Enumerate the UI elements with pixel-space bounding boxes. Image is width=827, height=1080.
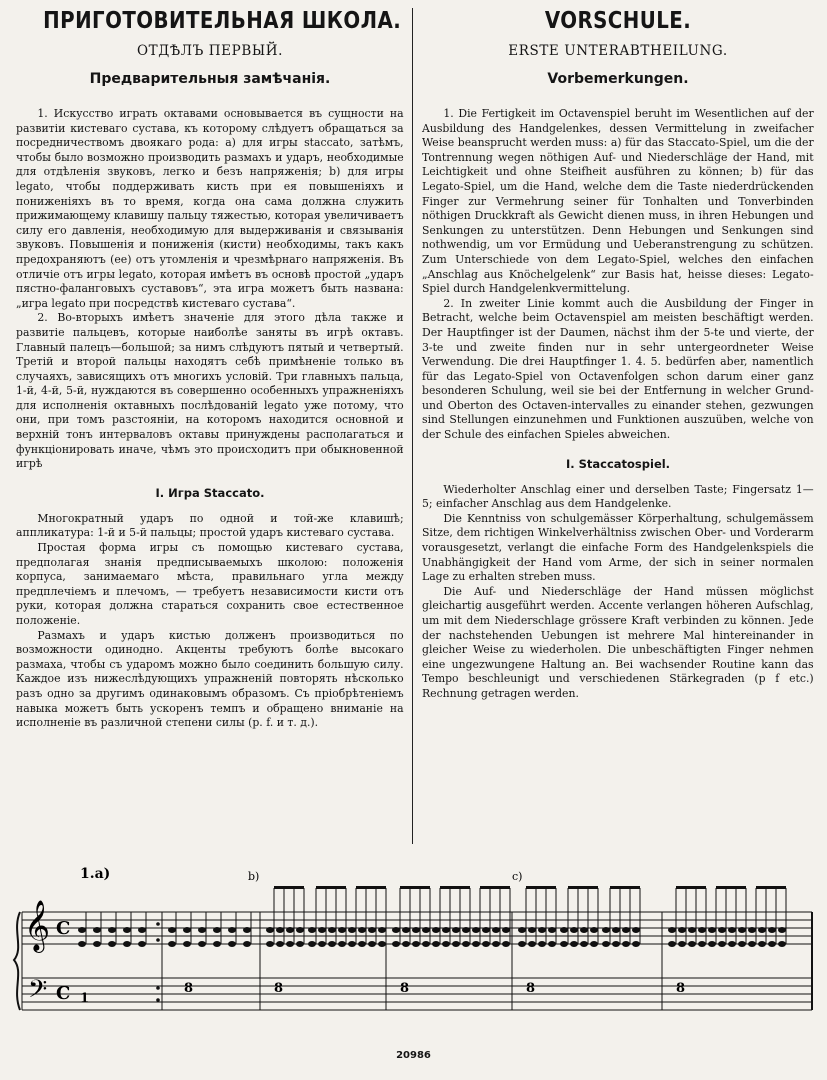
column-divider	[412, 8, 413, 844]
note-head	[492, 927, 500, 933]
note-head	[698, 927, 706, 933]
note-head	[402, 927, 410, 933]
note-head	[622, 941, 630, 947]
note-head	[392, 941, 400, 947]
note-head	[768, 941, 776, 947]
note-head	[78, 941, 86, 947]
note-head	[580, 927, 588, 933]
left-paragraph-1: 1. Искусство играть октавами основывается въ сущности на развитіи кистеваго сустава, къ которому слѣдуетъ обращаться за посредничествомъ двоякаго рода: а) для игры staccato, затѣмъ, чтобы было возможно производить размахъ и ударъ, необходимые для отдѣленія звуковъ, легко и безъ напряженія; b) для игры legato, чтобы поддерживать кисть при ея повышеніяхъ и пониженіяхъ въ то время, когда она сама должна служить прижимающему клавишу пальцу тяжестью, которая увеличиваетъ силу его давленія, необходимую для выдерживанія и связыванія звуковъ. Повышенія и пониженія (кисти) необходимы, такъ какъ предохраняютъ (ее) отъ утомленія и чрезмѣрнаго напряженія. Въ отличіе отъ игры legato, которая имѣетъ въ основѣ простой „ударъ пястно-фаланговыхъ суставовъ“, эта игра можетъ быть названа: „игра legato при посредствѣ кистеваго сустава“.	[16, 107, 404, 310]
repeat-dot	[156, 998, 160, 1002]
note-head	[93, 927, 101, 933]
bass-number-6: 8	[676, 981, 686, 996]
note-head	[338, 941, 346, 947]
note-head	[758, 941, 766, 947]
left-section-paragraph-2: Простая форма игры съ помощью кистеваго сустава, предполагая знанія предписываемыхъ школою: положенія корпуса, занимаемаго мѣста, правильнаго угла между предплечіемъ и плечомъ, — требуетъ независимости кисти отъ руки, которая должна стараться сохранить свое естественное положеніе.	[16, 541, 404, 627]
note-head	[518, 941, 526, 947]
note-head	[452, 941, 460, 947]
note-head	[108, 927, 116, 933]
note-head	[422, 941, 430, 947]
right-subtitle: ERSTE UNTERABTHEILUNG.	[508, 43, 728, 59]
bass-time-signature: C	[56, 983, 71, 1004]
note-head	[748, 927, 756, 933]
left-section-paragraph-3: Размахъ и ударъ кистью долженъ производиться по возможности одинодно. Акценты требуютъ болѣе высокаго размаха, чтобы съ ударомъ можно было соединить большую силу. Каждое изъ нижеслѣдующихъ упражненій повторять нѣсколько разъ одно за другимъ одинаковымъ образомъ. Съ пріобрѣтеніемъ навыка можетъ быть ускоренъ темпъ и обращено вниманіе на исполненіе въ различной степени силы (p. f. и т. д.).	[16, 628, 404, 730]
note-head	[243, 927, 251, 933]
left-subtitle: ОТДѢЛЪ ПЕРВЫЙ.	[137, 43, 283, 59]
exercise-label-b: b)	[248, 870, 260, 883]
note-head	[462, 927, 470, 933]
note-head	[758, 927, 766, 933]
note-head	[688, 941, 696, 947]
note-head	[138, 927, 146, 933]
note-head	[168, 941, 176, 947]
brace-icon	[14, 912, 20, 1010]
note-head	[328, 927, 336, 933]
bass-number-2: 8	[184, 981, 194, 996]
note-head	[442, 927, 450, 933]
note-head	[570, 927, 578, 933]
right-section-paragraph-1: Wiederholter Anschlag einer und derselben Taste; Fingersatz 1—5; einfacher Anschlag aus dem Handgelenke.	[422, 482, 814, 511]
note-head	[276, 941, 284, 947]
note-head	[392, 927, 400, 933]
repeat-dot	[156, 938, 160, 942]
note-head	[296, 941, 304, 947]
note-head	[402, 941, 410, 947]
right-section-paragraph-2: Die Kenntniss von schulgemässer Körperhaltung, schulgemässem Sitze, dem richtigen Winkelverhältniss zwischen Ober- und Vorderarm vorausgesetzt, verlangt die einfache Form des Handgelenkspiels die Unabhängigkeit der Hand vom Arme, der sich in seiner normalen Lage zu erhalten streben muss.	[422, 511, 814, 584]
note-head	[308, 941, 316, 947]
note-head	[778, 927, 786, 933]
note-head	[538, 941, 546, 947]
note-beam	[356, 886, 386, 889]
left-section-paragraph-1: Многократный ударъ по одной и той-же клавишѣ; аппликатура: 1-й и 5-й пальцы; простой ударъ кистеваго сустава.	[16, 511, 404, 540]
note-head	[432, 941, 440, 947]
bass-number-5: 8	[526, 981, 536, 996]
note-beam	[676, 886, 706, 889]
note-head	[738, 941, 746, 947]
note-head	[548, 941, 556, 947]
left-remarks-title: Предварительныя замѣчанія.	[89, 71, 331, 87]
note-head	[738, 927, 746, 933]
note-head	[502, 927, 510, 933]
note-beam	[756, 886, 786, 889]
note-head	[632, 927, 640, 933]
note-head	[452, 927, 460, 933]
note-head	[412, 927, 420, 933]
note-head	[602, 927, 610, 933]
note-head	[123, 927, 131, 933]
right-main-title: VORSCHULE.	[544, 8, 692, 34]
note-head	[492, 941, 500, 947]
right-section-title: I. Staccatospiel.	[565, 456, 671, 471]
note-head	[318, 941, 326, 947]
note-head	[318, 927, 326, 933]
note-head	[612, 927, 620, 933]
note-head	[286, 941, 294, 947]
note-head	[590, 941, 598, 947]
note-head	[276, 927, 284, 933]
note-head	[266, 941, 274, 947]
note-head	[528, 941, 536, 947]
note-head	[296, 927, 304, 933]
note-head	[412, 941, 420, 947]
note-head	[778, 941, 786, 947]
note-head	[482, 927, 490, 933]
right-remarks-title: Vorbemerkungen.	[547, 71, 689, 87]
note-head	[632, 941, 640, 947]
note-head	[728, 941, 736, 947]
notes-group	[78, 886, 786, 947]
bass-staff	[22, 978, 812, 1010]
note-head	[243, 941, 251, 947]
note-head	[718, 941, 726, 947]
russian-column	[16, 0, 404, 731]
note-head	[612, 941, 620, 947]
note-head	[432, 927, 440, 933]
note-head	[698, 941, 706, 947]
note-head	[502, 941, 510, 947]
note-head	[138, 941, 146, 947]
note-head	[678, 927, 686, 933]
note-beam	[274, 886, 304, 889]
note-beam	[716, 886, 746, 889]
note-head	[422, 927, 430, 933]
left-section-title: I. Игра Staccato.	[155, 485, 265, 500]
exercise-label-a: 1.a)	[80, 866, 111, 882]
note-head	[108, 941, 116, 947]
note-head	[748, 941, 756, 947]
bass-number-1: 1	[80, 991, 90, 1006]
note-head	[338, 927, 346, 933]
note-head	[348, 927, 356, 933]
note-head	[168, 927, 176, 933]
note-head	[718, 927, 726, 933]
note-head	[78, 927, 86, 933]
repeat-dot	[156, 922, 160, 926]
note-head	[358, 927, 366, 933]
note-head	[528, 927, 536, 933]
note-beam	[526, 886, 556, 889]
note-head	[570, 941, 578, 947]
note-head	[368, 941, 376, 947]
note-head	[708, 941, 716, 947]
note-head	[560, 927, 568, 933]
exercise-label-c: c)	[512, 870, 523, 883]
note-beam	[568, 886, 598, 889]
left-paragraph-2: 2. Во-вторыхъ имѣетъ значеніе для этого дѣла также и развитіе пальцевъ, которые наиболѣе заняты въ игрѣ октавъ. Главный палецъ—большой; за нимъ слѣдуютъ пятый и четвертый. Третій и второй пальцы находятъ себѣ примѣненіе только въ случаяхъ, зависящихъ отъ многихъ условій. Три главныхъ пальца, 1-й, 4-й, 5-й, нуждаются въ совершенно особенныхъ упражненіяхъ для исполненія октавныхъ послѣдованій legato уже потому, что они, при томъ разстояніи, на которомъ находится основной и верхній тонъ интерваловъ октавы принуждены располагаться и функціонировать иначе, чѣмъ это происходитъ при обыкновенной игрѣ	[16, 311, 404, 471]
note-head	[198, 941, 206, 947]
note-head	[472, 927, 480, 933]
note-head	[728, 927, 736, 933]
note-head	[678, 941, 686, 947]
note-head	[442, 941, 450, 947]
note-beam	[316, 886, 346, 889]
note-head	[123, 941, 131, 947]
note-beam	[400, 886, 430, 889]
note-head	[668, 941, 676, 947]
note-head	[548, 927, 556, 933]
note-head	[213, 927, 221, 933]
right-section-paragraph-3: Die Auf- und Niederschläge der Hand müssen möglichst gleichartig ausgeführt werden. Accente verlangen höheren Aufschlag, um mit dem Niederschlage grössere Kraft verbinden zu können. Jede der nachstehenden Uebungen ist mehrere Mal hintereinander in gleicher Weise zu wiederholen. Die unbeschäftigten Finger nehmen eine ungezwungene Haltung an. Bei wachsender Routine kann das Tempo beschleunigt und verschiedenen Stärkegraden (p f etc.) Rechnung getragen werden.	[422, 584, 814, 700]
note-head	[228, 941, 236, 947]
treble-staff	[22, 912, 812, 1010]
note-beam	[440, 886, 470, 889]
note-head	[228, 927, 236, 933]
right-paragraph-2: 2. In zweiter Linie kommt auch die Ausbildung der Finger in Betracht, welche beim Octavenspiel am meisten beschäftigt werden. Der Hauptfinger ist der Daumen, nächst ihm der 5-te und vierte, der 3-te und zweite finden nur in sehr untergeordneter Weise Verwendung. Die drei Hauptfinger 1. 4. 5. bedürfen aber, namentlich für das Legato-Spiel von Octavenfolgen schon darum einer ganz besonderen Schulung, weil sie bei der Entfernung in welcher Grund- und Oberton des Octaven-intervalles zu einander stehen, gezwungen sind Stellungen einzunehmen und Funktionen auszuüben, welche von der Schule des einfachen Spieles abweichen.	[422, 296, 814, 442]
note-head	[378, 941, 386, 947]
right-paragraph-1: 1. Die Fertigkeit im Octavenspiel beruht im Wesentlichen auf der Ausbildung des Handgelenkes, dessen Vermittelung in zweifacher Weise beansprucht werden muss: a) für das Staccato-Spiel, um die der Tontrennung wegen nöthigen Auf- und Niederschläge der Hand, mit Leichtigkeit und ohne Steifheit ausführen zu können; b) für das Legato-Spiel, um die Hand, welche dem die Taste niederdrückenden Finger zur Vermehrung seiner für Tonhalten und Tonverbinden nöthigen Druckkraft als Gewicht dienen muss, in ihren Hebungen und Senkungen zu unterstützen. Denn Hebungen und Senkungen sind nothwendig, um vor Ermüdung und Ueberanstrengung zu schützen. Zum Unterschiede von dem Legato-Spiel, welches den einfachen „Anschlag aus Knöchelgelenk“ zur Basis hat, heisse dieses: Legato-Spiel durch Handgelenkvermittelung.	[422, 107, 814, 296]
note-head	[348, 941, 356, 947]
german-column	[422, 0, 814, 702]
left-main-title: ПРИГОТОВИТЕЛЬНАЯ ШКОЛА.	[43, 8, 402, 34]
note-head	[198, 927, 206, 933]
page-number: 20986	[396, 1050, 431, 1061]
bass-number-3: 8	[274, 981, 284, 996]
note-head	[482, 941, 490, 947]
note-head	[560, 941, 568, 947]
note-beam	[480, 886, 510, 889]
note-head	[768, 927, 776, 933]
bass-number-4: 8	[400, 981, 410, 996]
note-head	[580, 941, 588, 947]
note-head	[358, 941, 366, 947]
note-head	[688, 927, 696, 933]
note-head	[368, 927, 376, 933]
note-head	[472, 941, 480, 947]
note-head	[93, 941, 101, 947]
note-head	[518, 927, 526, 933]
music-score	[12, 860, 818, 1045]
note-head	[183, 927, 191, 933]
bass-clef-icon: 𝄢	[28, 975, 48, 1010]
note-head	[378, 927, 386, 933]
note-head	[590, 927, 598, 933]
note-head	[183, 941, 191, 947]
note-head	[462, 941, 470, 947]
note-head	[328, 941, 336, 947]
treble-clef-icon: 𝄞	[24, 900, 51, 951]
note-head	[708, 927, 716, 933]
note-head	[266, 927, 274, 933]
note-head	[286, 927, 294, 933]
note-head	[602, 941, 610, 947]
note-head	[622, 927, 630, 933]
note-beam	[610, 886, 640, 889]
repeat-dot	[156, 986, 160, 990]
treble-time-signature: C	[56, 918, 71, 939]
note-head	[668, 927, 676, 933]
note-head	[308, 927, 316, 933]
note-head	[538, 927, 546, 933]
note-head	[213, 941, 221, 947]
